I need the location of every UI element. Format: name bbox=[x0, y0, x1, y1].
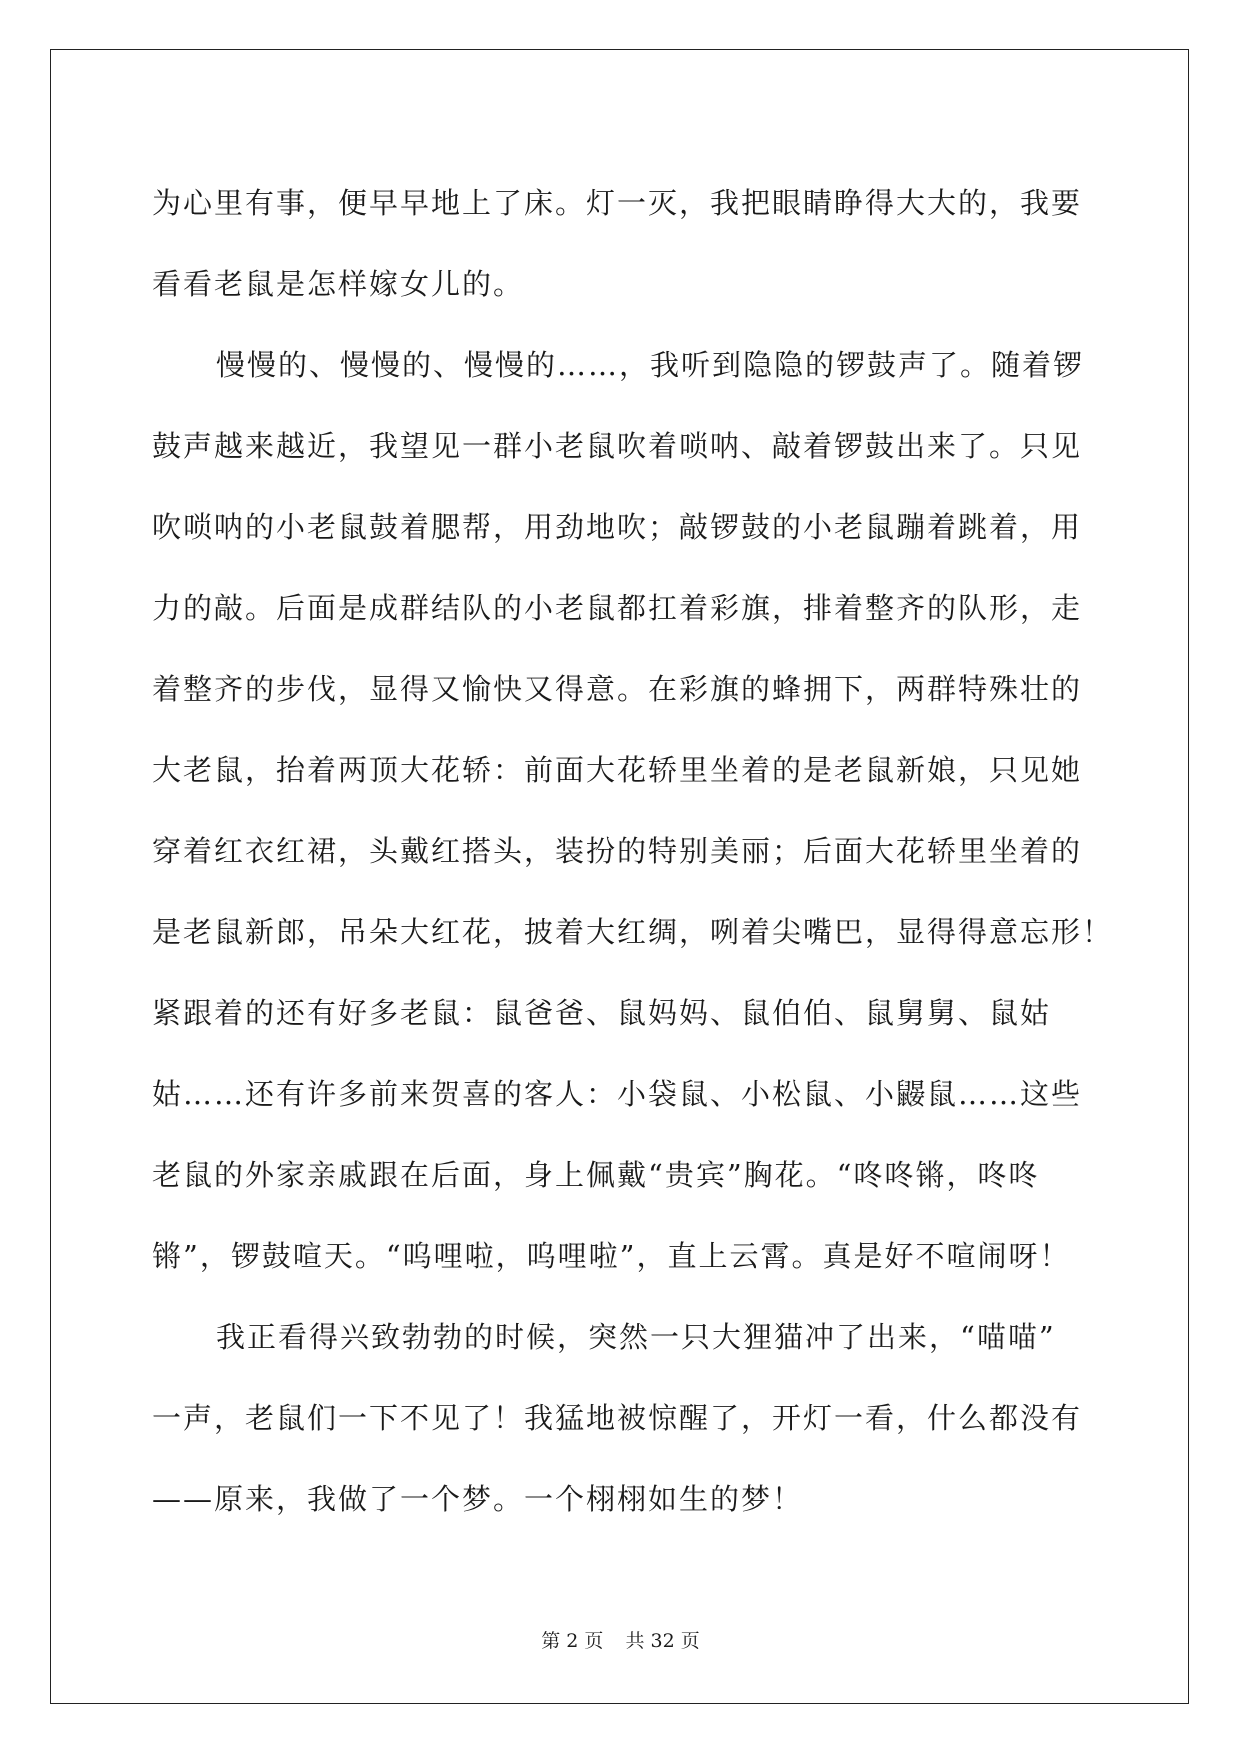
text-line: 姑……还有许多前来贺喜的客人：小袋鼠、小松鼠、小鼹鼠……这些 bbox=[152, 1077, 1083, 1111]
text-line: 穿着红衣红裙，头戴红搭头，装扮的特别美丽；后面大花轿里坐着的 bbox=[152, 834, 1083, 868]
text-line: 力的敲。后面是成群结队的小老鼠都扛着彩旗，排着整齐的队形，走 bbox=[152, 591, 1083, 625]
text-line: 紧跟着的还有好多老鼠：鼠爸爸、鼠妈妈、鼠伯伯、鼠舅舅、鼠姑 bbox=[152, 996, 1052, 1030]
text-line: 是老鼠新郎，吊朵大红花，披着大红绸，咧着尖嘴巴，显得得意忘形！ bbox=[152, 915, 1114, 949]
text-line: 为心里有事，便早早地上了床。灯一灭，我把眼睛睁得大大的，我要 bbox=[152, 186, 1083, 220]
text-line: 吹唢呐的小老鼠鼓着腮帮，用劲地吹；敲锣鼓的小老鼠蹦着跳着，用 bbox=[152, 510, 1083, 544]
text-line: 着整齐的步伐，显得又愉快又得意。在彩旗的蜂拥下，两群特殊壮的 bbox=[152, 672, 1083, 706]
text-line: 慢慢的、慢慢的、慢慢的……，我听到隐隐的锣鼓声了。随着锣 bbox=[216, 348, 1085, 382]
text-line: 看看老鼠是怎样嫁女儿的。 bbox=[152, 267, 525, 301]
page-total: 共 32 页 bbox=[625, 1630, 700, 1652]
text-line: 鼓声越来越近，我望见一群小老鼠吹着唢呐、敲着锣鼓出来了。只见 bbox=[152, 429, 1083, 463]
text-line: 大老鼠，抬着两顶大花轿：前面大花轿里坐着的是老鼠新娘，只见她 bbox=[152, 753, 1083, 787]
page-number: 第 2 页 bbox=[541, 1630, 604, 1652]
text-line: 我正看得兴致勃勃的时候，突然一只大狸猫冲了出来，“喵喵” bbox=[216, 1320, 1056, 1354]
text-line: 一声，老鼠们一下不见了！我猛地被惊醒了，开灯一看，什么都没有 bbox=[152, 1401, 1083, 1435]
text-line: 锵”，锣鼓喧天。“呜哩啦，呜哩啦”，直上云霄。真是好不喧闹呀！ bbox=[152, 1239, 1071, 1273]
text-line: ——原来，我做了一个梦。一个栩栩如生的梦！ bbox=[152, 1482, 804, 1516]
document-body bbox=[152, 163, 1114, 1540]
text-line: 老鼠的外家亲戚跟在后面，身上佩戴“贵宾”胸花。“咚咚锵，咚咚 bbox=[152, 1158, 1040, 1192]
page-footer bbox=[0, 1626, 1241, 1653]
